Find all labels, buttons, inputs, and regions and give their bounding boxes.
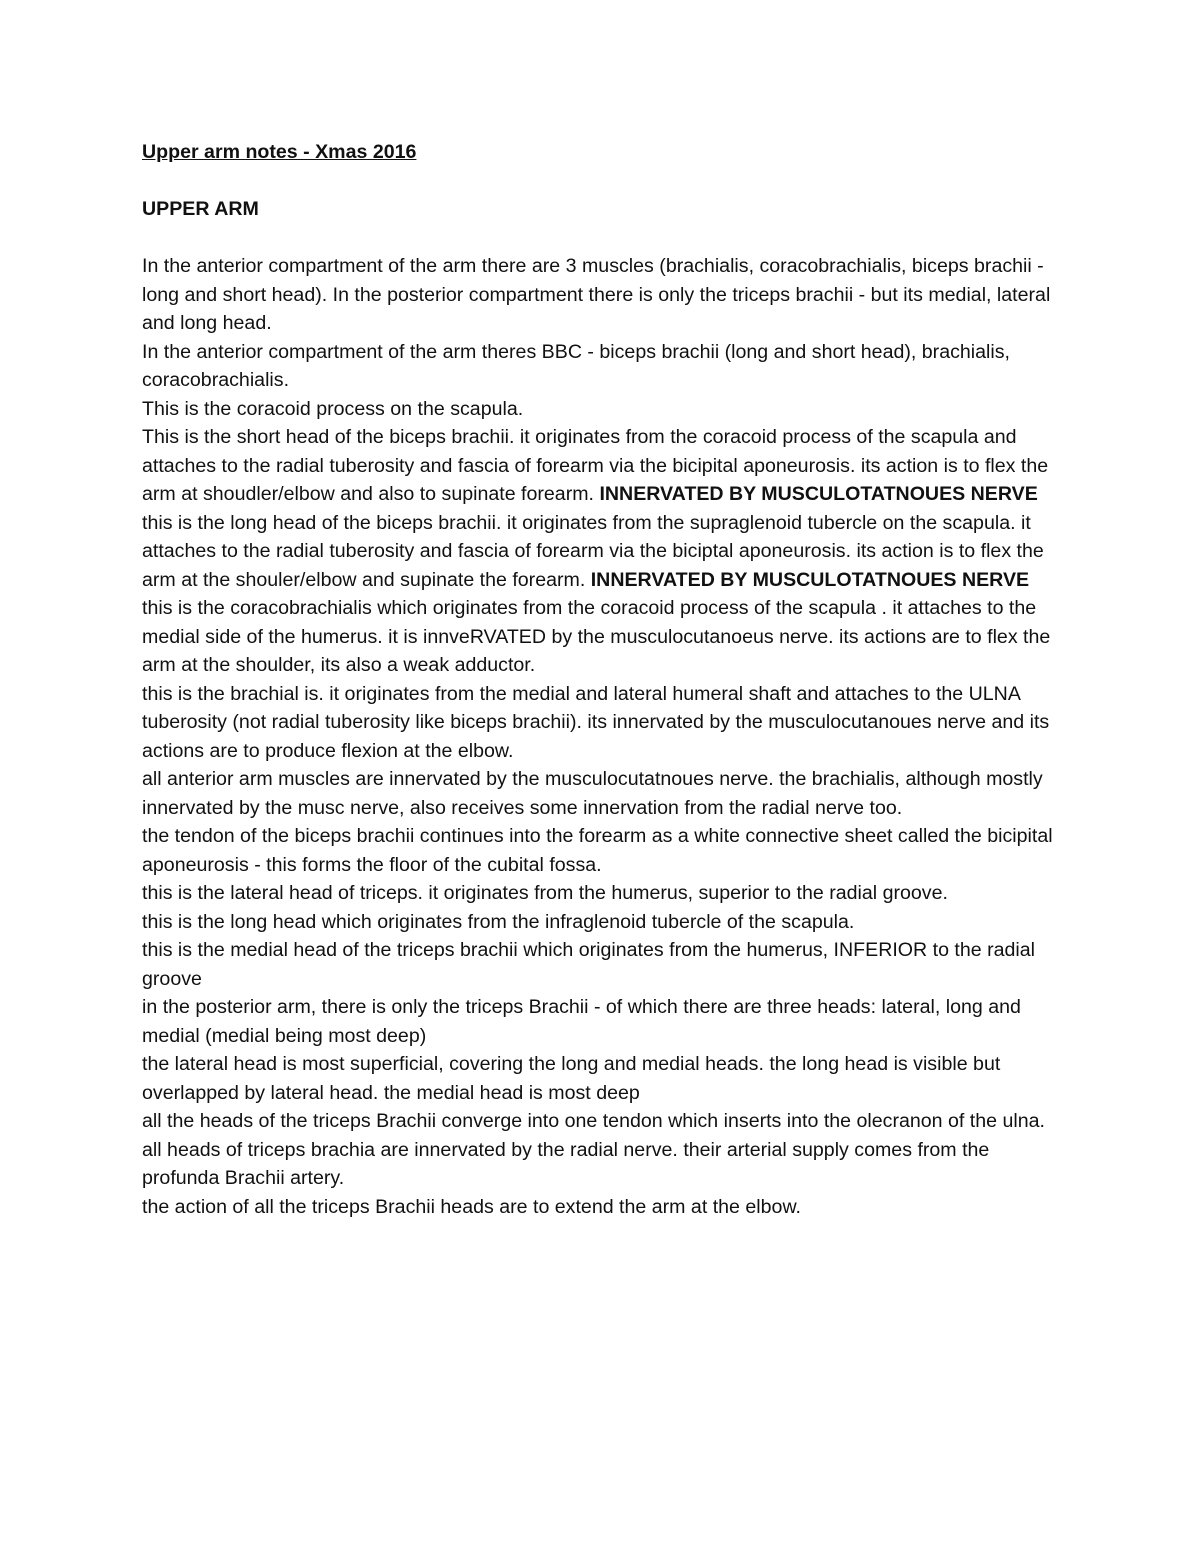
- section-heading: UPPER ARM: [142, 198, 259, 220]
- paragraph: [142, 594, 1072, 680]
- document-page: [142, 138, 1072, 1221]
- paragraph: [142, 936, 1072, 993]
- paragraph-text: this is the medial head of the triceps brachii which originates from the humerus, INFERIOR to the radial groove: [142, 939, 1036, 990]
- paragraph: [142, 1050, 1072, 1107]
- paragraph: [142, 252, 1072, 338]
- document-title: Upper arm notes - Xmas 2016: [142, 141, 417, 163]
- paragraph: [142, 1107, 1072, 1136]
- paragraph: [142, 1136, 1072, 1193]
- paragraph: [142, 822, 1072, 879]
- innervation-emphasis: INNERVATED BY MUSCULOTATNOUES NERVE: [590, 568, 1030, 591]
- paragraph-text: In the anterior compartment of the arm there are 3 muscles (brachialis, coracobrachialis, biceps brachii - long and short head). In the posterior compartment there is only the triceps brachii - but its medial, lateral and long head.: [142, 255, 1051, 334]
- paragraph: [142, 338, 1072, 395]
- paragraph-text: the action of all the triceps Brachii heads are to extend the arm at the elbow.: [142, 1195, 801, 1218]
- paragraph-text: this is the lateral head of triceps. it originates from the humerus, superior to the radial groove.: [142, 882, 948, 904]
- paragraph-text: all anterior arm muscles are innervated by the musculocutatnoues nerve. the brachialis, although mostly innervated by the musc nerve, also receives some innervation from the radial nerve too.: [142, 768, 1043, 819]
- paragraph-text: In the anterior compartment of the arm theres BBC - biceps brachii (long and short head), brachialis, coracobrachialis.: [142, 340, 1010, 391]
- paragraph-text: This is the coracoid process on the scapula.: [142, 397, 524, 420]
- paragraph: [142, 423, 1072, 509]
- paragraph: [142, 680, 1072, 766]
- paragraph-text: the tendon of the biceps brachii continues into the forearm as a white connective sheet called the bicipital aponeurosis - this forms the floor of the cubital fossa.: [142, 825, 1053, 876]
- paragraph: [142, 395, 1072, 424]
- paragraph: [142, 509, 1072, 595]
- paragraph-text: all the heads of the triceps Brachii converge into one tendon which inserts into the olecranon of the ulna.: [142, 1110, 1045, 1132]
- paragraph: [142, 765, 1072, 822]
- paragraph: [142, 1193, 1072, 1222]
- innervation-emphasis: INNERVATED BY MUSCULOTATNOUES NERVE: [599, 483, 1038, 505]
- paragraph-text: this is the long head of the biceps brachii. it originates from the supraglenoid tubercle on the scapula. it attaches to the radial tuberosity and fascia of forearm via the biciptal aponeurosis. its action is to flex the arm at the shouler/elbow and supinate the forearm.: [142, 511, 1044, 591]
- paragraph: [142, 993, 1072, 1050]
- paragraph-text: all heads of triceps brachia are innervated by the radial nerve. their arterial supply comes from the profunda Brachii artery.: [142, 1138, 990, 1189]
- paragraph-text: in the posterior arm, there is only the triceps Brachii - of which there are three heads: lateral, long and medial (medial being most deep): [142, 996, 1021, 1047]
- paragraph: [142, 879, 1072, 908]
- paragraph-text: This is the short head of the biceps brachii. it originates from the coracoid process of the scapula and attaches to the radial tuberosity and fascia of forearm via the bicipital aponeurosis. its action is to flex the arm at shoudler/elbow and also to supinate forearm.: [142, 426, 1049, 505]
- paragraph-text: the lateral head is most superficial, covering the long and medial heads. the long head is visible but overlapped by lateral head. the medial head is most deep: [142, 1053, 1001, 1104]
- document-body: [142, 252, 1072, 1221]
- paragraph-text: this is the coracobrachialis which originates from the coracoid process of the scapula . it attaches to the medial side of the humerus. it is innveRVATED by the musculocutanoeus nerve. its actions are to flex the arm at the shoulder, its also a weak adductor.: [142, 597, 1051, 676]
- paragraph-text: this is the long head which originates from the infraglenoid tubercle of the scapula.: [142, 910, 855, 933]
- paragraph-text: this is the brachial is. it originates from the medial and lateral humeral shaft and attaches to the ULNA tuberosity (not radial tuberosity like biceps brachii). its innervated by the musculocutanoues nerve and its actions are to produce flexion at the elbow.: [142, 682, 1050, 762]
- paragraph: [142, 908, 1072, 937]
